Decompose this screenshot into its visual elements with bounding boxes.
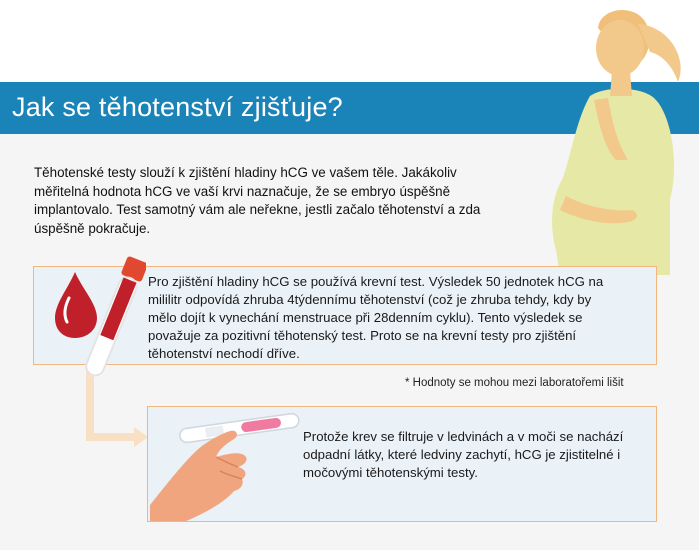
blood-test-tube-icon xyxy=(74,252,146,402)
blood-test-text xyxy=(148,273,626,363)
blood-test-line: těhotenství nechodí dříve. xyxy=(148,346,300,361)
blood-test-line: Pro zjištění hladiny hCG se používá krevní test. Výsledek 50 jednotek hCG na xyxy=(148,274,604,289)
blood-test-line: mělo dojít k vynechání menstruace při 28denním cyklu). Tento výsledek se xyxy=(148,310,583,325)
urine-test-line: močovými těhotenskými testy. xyxy=(303,465,478,480)
pregnant-woman-body-illustration xyxy=(520,0,699,275)
hand-pregnancy-test-icon xyxy=(150,405,300,521)
urine-test-text xyxy=(303,428,643,482)
footnote: * Hodnoty se mohou mezi laboratořemi lišit xyxy=(405,377,624,389)
page-title: Jak se těhotenství zjišťuje? xyxy=(12,92,343,122)
intro-paragraph xyxy=(34,164,504,238)
intro-line: úspěšně pokračuje. xyxy=(34,220,151,236)
intro-line: implantovalo. Test samotný vám ale neřekne, jestli začalo těhotenství a zda xyxy=(34,202,481,217)
blood-test-line: považuje za pozitivní těhotenský test. Proto se na krevní testy pro zjištění xyxy=(148,328,577,343)
urine-test-line: Protože krev se filtruje v ledvinách a v moči se nachází xyxy=(303,429,624,444)
blood-test-line: mililitr odpovídá zhruba 4týdennímu těhotenství (což je zhruba tehdy, kdy by xyxy=(148,292,592,307)
urine-test-line: odpadní látky, které ledviny zachytí, hCG je zjistitelné i xyxy=(303,447,621,462)
intro-line: Těhotenské testy slouží k zjištění hladiny hCG ve vašem těle. Jakákoliv xyxy=(34,165,457,180)
intro-line: měřitelná hodnota hCG ve vaší krvi naznačuje, že se embryo úspěšně xyxy=(34,183,451,199)
